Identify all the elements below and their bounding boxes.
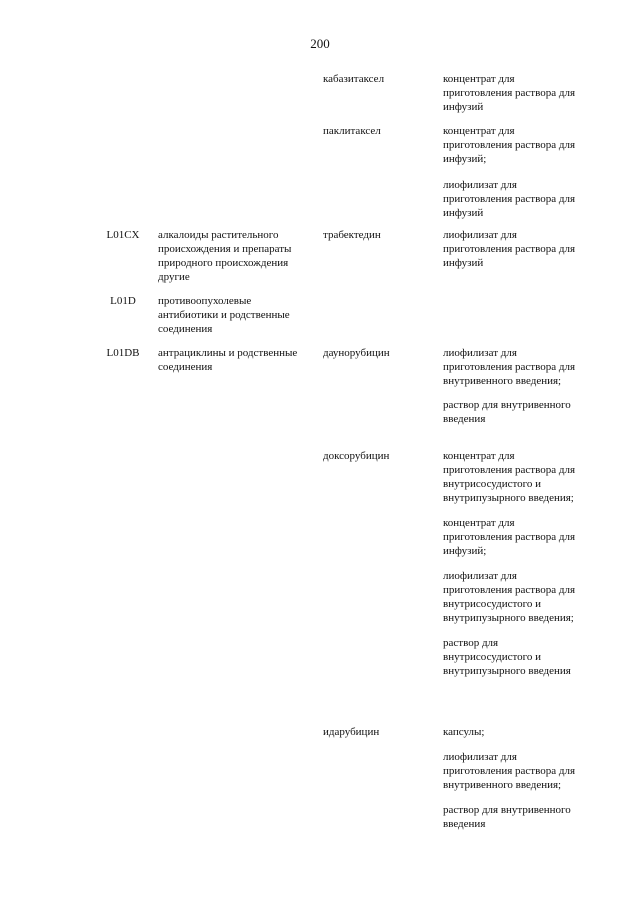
dosage-form: капсулы; xyxy=(443,726,485,738)
atc-group-name: антрациклины и родственные соединения xyxy=(158,347,298,373)
dosage-forms xyxy=(443,228,583,270)
drug-name: даунорубицин xyxy=(323,347,390,359)
drug-name: паклитаксел xyxy=(323,125,381,137)
dosage-forms xyxy=(443,725,583,831)
drug-name: доксорубицин xyxy=(323,450,390,462)
atc-code: L01CX xyxy=(106,229,140,241)
dosage-form: концентрат для приготовления раствора для инфузий; xyxy=(443,125,575,165)
dosage-form: раствор для внутривенного введения xyxy=(443,399,571,425)
atc-code: L01D xyxy=(110,295,136,307)
atc-code: L01DB xyxy=(106,347,140,359)
dosage-form: концентрат для приготовления раствора для инфузий; xyxy=(443,517,575,557)
dosage-form: лиофилизат для приготовления раствора для внутривенного введения; xyxy=(443,751,575,791)
dosage-forms xyxy=(443,72,583,114)
atc-group-name: алкалоиды растительного происхождения и препараты природного происхождения другие xyxy=(158,229,292,283)
dosage-form: лиофилизат для приготовления раствора для инфузий xyxy=(443,179,575,219)
dosage-form: раствор для внутривенного введения xyxy=(443,804,571,830)
page-number: 200 xyxy=(310,36,330,51)
dosage-forms xyxy=(443,346,583,426)
dosage-form: лиофилизат для приготовления раствора для внутрисосудистого и внутрипузырного введения; xyxy=(443,570,575,624)
drug-name: кабазитаксел xyxy=(323,73,385,85)
dosage-form: лиофилизат для приготовления раствора для инфузий xyxy=(443,229,575,269)
dosage-form: раствор для внутрисосудистого и внутрипузырного введения xyxy=(443,637,571,677)
atc-group-name: противоопухолевые антибиотики и родственные соединения xyxy=(158,295,290,335)
dosage-form: лиофилизат для приготовления раствора для внутривенного введения; xyxy=(443,347,575,387)
dosage-form: концентрат для приготовления раствора для инфузий xyxy=(443,73,575,113)
drug-name: трабектедин xyxy=(323,229,381,241)
dosage-forms xyxy=(443,449,583,678)
dosage-forms xyxy=(443,124,583,220)
dosage-form: концентрат для приготовления раствора для внутрисосудистого и внутрипузырного введения; xyxy=(443,450,575,504)
drug-name: идарубицин xyxy=(323,726,380,738)
